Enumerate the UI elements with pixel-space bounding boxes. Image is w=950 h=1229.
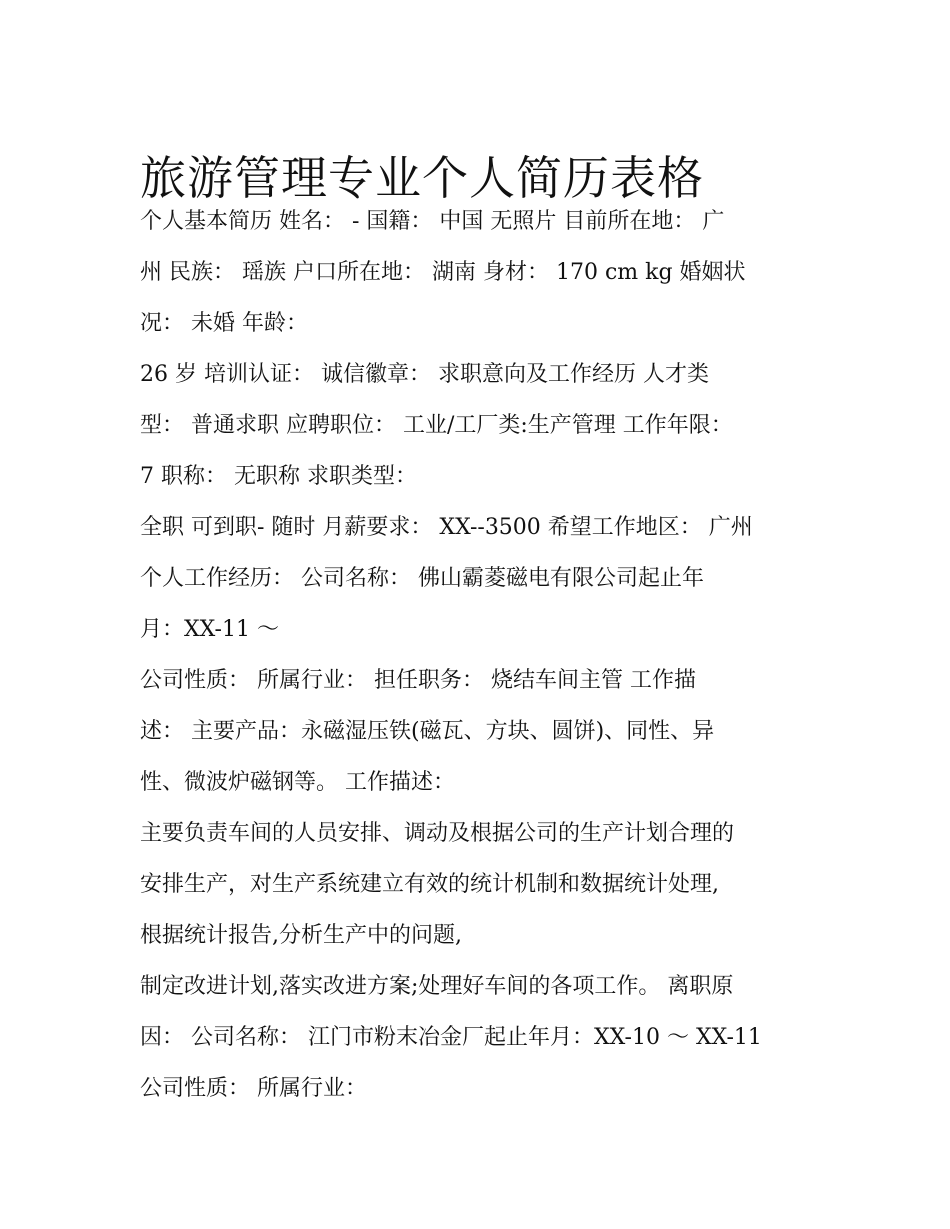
text-line: 性、微波炉磁钢等。 工作描述： <box>140 770 455 795</box>
text-line: 26 岁 培训认证： 诚信徽章： 求职意向及工作经历 人才类 <box>140 362 709 387</box>
text-line: 况： 未婚 年龄： <box>140 311 308 336</box>
text-line: 述： 主要产品：永磁湿压铁(磁瓦、方块、圆饼)、同性、异 <box>140 719 715 744</box>
text-line: 公司性质： 所属行业： <box>140 1076 367 1101</box>
paragraph-job-description <box>140 808 820 961</box>
paragraph-work-experience <box>140 502 820 655</box>
text-line: 公司性质： 所属行业： 担任职务： 烧结车间主管 工作描 <box>140 668 696 693</box>
text-line: 个人工作经历： 公司名称： 佛山霸菱磁电有限公司起止年 <box>140 566 704 591</box>
paragraph-basic-info <box>140 196 820 349</box>
text-line: 个人基本简历 姓名： - 国籍： 中国 无照片 目前所在地： 广 <box>140 209 725 234</box>
text-line: 根据统计报告,分析生产中的问题, <box>140 923 462 948</box>
paragraph-job-intent <box>140 349 820 502</box>
text-line: 全职 可到职- 随时 月薪要求： XX--3500 希望工作地区： 广州 <box>140 515 753 540</box>
paragraph-previous-company <box>140 961 820 1114</box>
text-line: 制定改进计划,落实改进方案;处理好车间的各项工作。 离职原 <box>140 974 734 999</box>
text-line: 月：XX-11 ～ <box>140 617 279 642</box>
text-line: 安排生产，对生产系统建立有效的统计机制和数据统计处理, <box>140 872 719 897</box>
text-line: 7 职称： 无职称 求职类型： <box>140 464 417 489</box>
text-line: 型： 普通求职 应聘职位： 工业/工厂类:生产管理 工作年限： <box>140 413 733 438</box>
paragraph-company-details <box>140 655 820 808</box>
text-line: 州 民族： 瑶族 户口所在地： 湖南 身材： 170 cm kg 婚姻状 <box>140 260 746 285</box>
text-line: 因： 公司名称： 江门市粉末冶金厂起止年月：XX-10 ～ XX-11 <box>140 1025 762 1050</box>
document-title: 旅游管理专业个人简历表格 <box>140 150 704 205</box>
text-line: 主要负责车间的人员安排、调动及根据公司的生产计划合理的 <box>140 821 735 846</box>
